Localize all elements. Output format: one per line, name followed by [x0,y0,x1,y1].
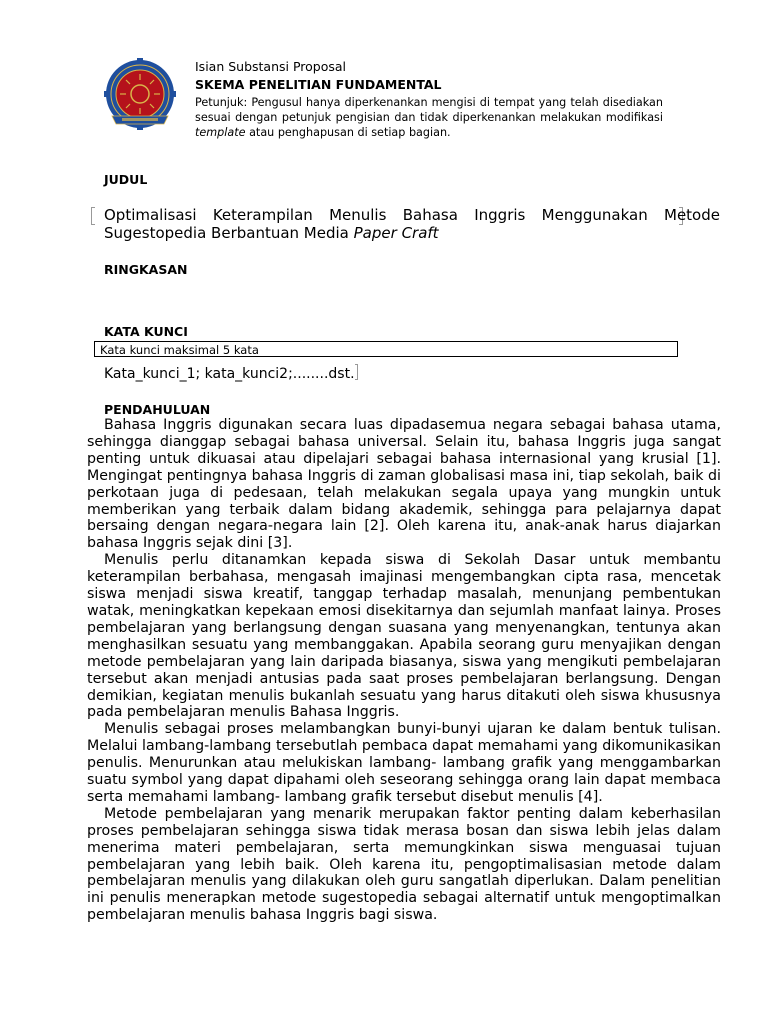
form-label: Isian Substansi Proposal [195,59,347,74]
keyword-field-bracket [355,364,358,380]
judul-heading: JUDUL [104,172,148,187]
ringkasan-heading: RINGKASAN [104,262,188,277]
scheme-title: SKEMA PENELITIAN FUNDAMENTAL [195,77,442,92]
university-seal-icon [104,58,176,138]
title-italic: Paper Craft [353,224,439,242]
instructions-text [195,95,663,140]
paragraph: Metode pembelajaran yang menarik merupakan faktor penting dalam keberhasilan proses pembelajaran sehingga siswa tidak merasa bosan dan siswa lebih jelas dalam menerima materi pembelajaran, serta memungkinkan siswa menguasai tujuan pembelajaran yang lebih baik. Oleh karena itu, pengoptimalisasian metode dalam pembelajaran menulis yang dilakukan oleh guru sangatlah diperlukan. Dalam penelitian ini penulis menerapkan metode sugestopedia sebagai alternatif untuk mengoptimalkan pembelajaran menulis bahasa Inggris bagi siswa. [87,805,721,924]
proposal-title[interactable] [104,206,720,242]
paragraph: Menulis perlu ditanamkan kepada siswa di Sekolah Dasar untuk membantu keterampilan berbahasa, mengasah imajinasi mengembangkan cipta rasa, mencetak siswa menjadi siswa kreatif, tanggap terhadap masalah, menunjang pembentukan watak, meningkatkan kepekaan emosi disekitarnya dan sejumlah manfaat lainya. Proses pembelajaran yang berlangsung dengan suasana yang menyenangkan, tentunya akan menghasilkan sesuatu yang membanggakan. Apabila seorang guru menyajikan dengan metode pembelajaran yang lain daripada biasanya, siswa yang mengikuti pembelajaran tersebut akan menjadi antusias pada saat proses pembelajaran berlangsung. Dengan demikian, kegiatan menulis bukanlah sesuatu yang harus ditakuti oleh siswa khususnya pada pembelajaran menulis Bahasa Inggris. [87,552,721,721]
keyword-hint-box: Kata kunci maksimal 5 kata [94,341,678,357]
paragraph: Bahasa Inggris digunakan secara luas dipadasemua negara sebagai bahasa utama, sehingga dianggap sebagai bahasa universal. Selain itu, bahasa Inggris juga sangat penting untuk dikuasai atau dipelajari sebagai bahasa internasional yang krusial [1]. Mengingat pentingnya bahasa Inggris di zaman globalisasi masa ini, tiap sekolah, baik di perkotaan juga di pedesaan, telah melakukan segala upaya yang mungkin untuk memberikan yang terbaik dalam bidang akademik, sehingga para pelajarnya dapat bersaing dengan negara-negara lain [2]. Oleh karena itu, anak-anak harus diajarkan bahasa Inggris sejak dini [3]. [87,417,721,552]
instructions-italic: template [195,126,246,139]
keyword-value: Kata_kunci_1; kata_kunci2;........dst. [104,366,355,382]
paragraph: Menulis sebagai proses melambangkan bunyi-bunyi ujaran ke dalam bentuk tulisan. Melalui lambang-lambang tersebutlah pembaca dapat memahami yang dikomunikasikan penulis. Menurunkan atau melukiskan lambang- lambang grafik yang menggambarkan suatu symbol yang dapat dipahami oleh seseorang sehingga orang lain dapat membaca serta memahami lambang- lambang grafik tersebut disebut menulis [4]. [87,721,721,805]
title-field-bracket-left [91,207,95,225]
instructions-prefix: Petunjuk: Pengusul hanya diperkenankan mengisi di tempat yang telah disediakan sesuai dengan petunjuk pengisian dan tidak diperkenankan melakukan modifikasi [195,96,663,124]
introduction-body [87,417,721,924]
keyword-field[interactable] [104,364,358,382]
instructions-suffix: atau penghapusan di setiap bagian. [245,126,451,139]
title-text: Optimalisasi Keterampilan Menulis Bahasa Inggris Menggunakan Metode Sugestopedia Berbantuan Media [104,206,720,242]
pendahuluan-heading: PENDAHULUAN [104,402,211,417]
kata-kunci-heading: KATA KUNCI [104,324,188,339]
